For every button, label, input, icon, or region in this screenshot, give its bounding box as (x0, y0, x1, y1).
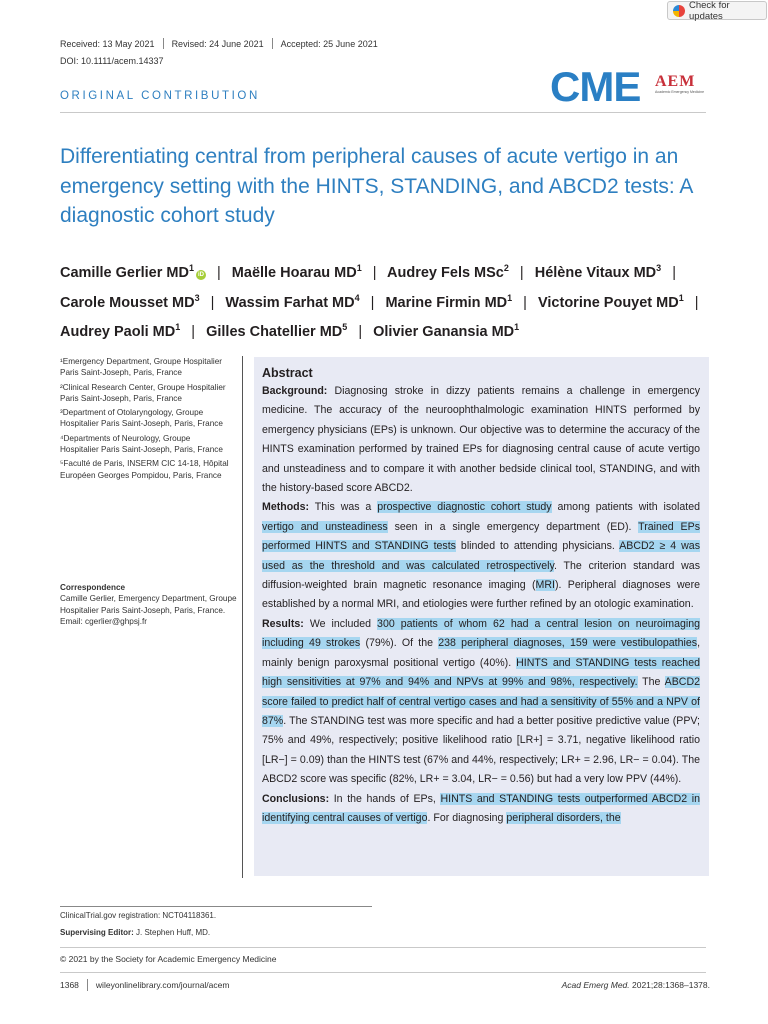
highlighted-text: vertigo and unsteadiness (262, 520, 388, 533)
abstract-text: blinded to attending physicians. (455, 540, 620, 553)
abstract-text: We included (303, 617, 378, 630)
copyright: © 2021 by the Society for Academic Emergency Medicine (60, 954, 277, 964)
journal-abbrev: Acad Emerg Med. (561, 980, 630, 990)
abstract-text: (79%). Of the (360, 637, 439, 650)
author-affiliation-number: 1 (356, 263, 362, 273)
author[interactable] (373, 324, 519, 340)
highlighted-text: HINTS and STANDING tests reached high sensitivities at 97% and 94% and NPVs at 99% and 98%, respectively. (262, 656, 700, 689)
author-separator: | (370, 294, 375, 311)
abstract (262, 364, 700, 828)
author[interactable] (225, 292, 360, 311)
highlighted-text: ABCD2 ≥ 4 was used as the threshold and was calculated retrospectively (262, 540, 700, 572)
divider (60, 906, 372, 907)
abstract-section (262, 615, 700, 790)
divider (60, 947, 706, 948)
author-affiliation-number: 4 (354, 292, 360, 303)
author-name: Gilles Chatellier MD (206, 324, 343, 341)
author-affiliation-number: 1 (175, 322, 181, 333)
highlighted-text: peripheral disorders, the (506, 811, 621, 824)
author-affiliation-number: 3 (194, 292, 200, 303)
author-separator: | (216, 264, 221, 281)
abstract-section-label: Results: (262, 617, 304, 630)
revised-date: Revised: 24 June 2021 (171, 38, 264, 49)
author[interactable] (60, 265, 206, 281)
affiliation: ⁵Faculté de Paris, INSERM CIC 14-18, Hôpital Européen Georges Pompidou, Paris, France (60, 459, 229, 480)
author-separator: | (210, 294, 215, 311)
author[interactable] (535, 265, 661, 281)
cme-logo: CME (550, 63, 641, 110)
author-affiliation-number: 1 (678, 292, 684, 303)
author-name: Marine Firmin MD (385, 294, 508, 311)
author-name: Camille Gerlier MD (60, 264, 189, 281)
highlighted-text: 238 peripheral diagnoses, 159 were vestibulopathies (438, 637, 698, 650)
abstract-text: seen in a single emergency department (ED). (387, 520, 639, 533)
author[interactable] (385, 292, 513, 311)
highlighted-text: HINTS and STANDING tests outperformed ABCD2 in identifying central causes of vertigo (262, 792, 700, 824)
aem-logo-text: AEM (655, 73, 696, 90)
check-for-updates-label: Check for updates (689, 0, 730, 22)
highlighted-text: MRI (535, 579, 555, 592)
author-affiliation-number: 2 (503, 263, 509, 273)
aem-logo (655, 74, 709, 94)
doi[interactable]: DOI: 10.1111/acem.14337 (60, 56, 164, 66)
author[interactable] (60, 324, 180, 340)
abstract-text: This was a (309, 501, 378, 514)
abstract-section (262, 382, 700, 498)
supervising-editor-label: Supervising Editor: (60, 928, 134, 937)
author-affiliation-number: 1 (507, 292, 513, 303)
author-separator: | (358, 324, 363, 341)
article-type: ORIGINAL CONTRIBUTION (60, 90, 260, 102)
divider (60, 972, 706, 973)
article-dates (60, 38, 378, 49)
author-affiliation-number: 1 (188, 263, 194, 273)
author-separator: | (372, 264, 377, 281)
author-affiliation-number: 3 (656, 263, 662, 273)
highlighted-text: prospective diagnostic cohort study (377, 501, 552, 514)
author-affiliation-number: 5 (342, 322, 348, 333)
author-separator: | (523, 294, 527, 311)
author[interactable] (60, 292, 200, 311)
highlighted-text: 300 patients of whom 62 had a central lesion on neuroimaging including 49 strokes (262, 617, 700, 650)
article-title: Differentiating central from peripheral causes of acute vertigo in an emergency setting with the HINTS, STANDING, and ABCD2 tests: A diagnostic cohort study (60, 145, 693, 227)
abstract-text: . For diagnosing (427, 811, 507, 824)
trial-registration: ClinicalTrial.gov registration: NCT04118361. (60, 911, 217, 920)
correspondence-email[interactable]: Email: cgerlier@ghpsj.fr (60, 616, 148, 626)
check-for-updates-badge[interactable] (667, 1, 767, 20)
affiliation: ⁴Departments of Neurology, Groupe Hospitalier Paris Saint-Joseph, Paris, France (60, 433, 223, 455)
abstract-text: . The STANDING test was more specific and had a better positive predictive value (PPV; 75% and 49%, respectively; positive likelihood ratio [LR+] = 3.71, negative likelihood ratio [LR−] = 0.09) than the HINTS test (67% and 44%, respectively; LR+ = 2.96, LR− = 0.04). The ABCD2 score was specific (82%, LR+ = 3.04, LR− = 0.56) but had a very low PPV (44%). (262, 714, 700, 786)
abstract-text: . The criterion standard was diffusion-weighted brain magnetic resonance imaging ( (262, 559, 700, 592)
accepted-date: Accepted: 25 June 2021 (280, 38, 378, 49)
author-name: Olivier Ganansia MD (373, 324, 515, 341)
crossmark-icon (673, 5, 685, 17)
author[interactable] (537, 292, 684, 311)
affiliation: ²Clinical Research Center, Groupe Hospitalier Paris Saint-Joseph, Paris, France (60, 382, 226, 403)
citation-volume: 2021;28:1368–1378. (629, 980, 710, 990)
author-separator: | (672, 264, 676, 281)
abstract-section-label: Methods: (262, 501, 310, 514)
abstract-side-rule (242, 356, 243, 878)
correspondence (60, 582, 240, 627)
orcid-icon[interactable]: iD (197, 271, 204, 278)
divider (60, 112, 706, 113)
author-name: Maëlle Hoarau MD (231, 264, 357, 281)
supervising-editor-name: J. Stephen Huff, MD. (133, 928, 211, 937)
citation (562, 980, 710, 990)
abstract-text: The (637, 676, 665, 689)
author-list (60, 256, 720, 345)
author-separator: | (694, 294, 699, 311)
abstract-heading: Abstract (262, 366, 313, 380)
author-name: Carole Mousset MD (60, 294, 195, 311)
author-name: Victorine Pouyet MD (537, 294, 679, 311)
abstract-section-label: Background: (262, 385, 328, 397)
abstract-section (262, 790, 700, 829)
author-name: Wassim Farhat MD (225, 294, 355, 311)
author-affiliation-number: 1 (514, 322, 520, 333)
divider (272, 38, 273, 49)
divider (87, 979, 88, 991)
abstract-section (262, 498, 700, 614)
author-name: Hélène Vitaux MD (534, 264, 657, 281)
abstract-text: Diagnosing stroke in dizzy patients remains a challenge in emergency medicine. The accuracy of the neuroophthalmologic examination HINTS performed by emergency physicians (EPs) is unknown. Our objective was to determine the accuracy of the HINTS examination performed by trained EPs for diagnosing central cause of acute vertigo and unsteadiness and to compare it with another bedside clinical tool, STANDING, and with the history-based score ABCD2. (262, 385, 700, 495)
divider (163, 38, 164, 49)
affiliation: ¹Emergency Department, Groupe Hospitalier Paris Saint-Joseph, Paris, France (60, 357, 222, 378)
journal-url[interactable]: wileyonlinelibrary.com/journal/acem (95, 980, 230, 990)
author-name: Audrey Fels MSc (387, 264, 504, 281)
page-footer (60, 979, 710, 991)
affiliation: ³Department of Otolaryngology, Groupe Hospitalier Paris Saint-Joseph, Paris, France (60, 408, 223, 429)
abstract-text: In the hands of EPs, (329, 792, 441, 805)
author-name: Audrey Paoli MD (60, 324, 176, 341)
author-separator: | (191, 324, 196, 341)
author[interactable] (206, 324, 347, 340)
author[interactable] (232, 265, 362, 281)
abstract-section-label: Conclusions: (262, 792, 330, 805)
author-separator: | (519, 264, 524, 281)
correspondence-heading: Correspondence (60, 583, 126, 592)
aem-logo-subtitle: Academic Emergency Medicine (655, 90, 705, 94)
highlighted-text: Trained EPs performed HINTS and STANDING tests (262, 520, 700, 553)
author[interactable] (387, 265, 509, 281)
abstract-text: ). Peripheral diagnoses were established by a normal MRI, and etiologies were further refined by an otologic examination. (262, 579, 700, 611)
abstract-text: , mainly benign paroxysmal positional vertigo (40%). (262, 637, 701, 669)
received-date: Received: 13 May 2021 (60, 38, 155, 49)
affiliations (60, 356, 230, 484)
correspondence-address: Camille Gerlier, Emergency Department, Groupe Hospitalier Paris Saint-Joseph, Paris, France. (60, 594, 237, 615)
supervising-editor (60, 928, 210, 937)
highlighted-text: ABCD2 score failed to predict half of central vertigo cases and had a sensitivity of 55% and a NPV of 87% (262, 676, 700, 727)
abstract-text: among patients with isolated (551, 501, 700, 514)
page-number: 1368 (60, 980, 79, 990)
